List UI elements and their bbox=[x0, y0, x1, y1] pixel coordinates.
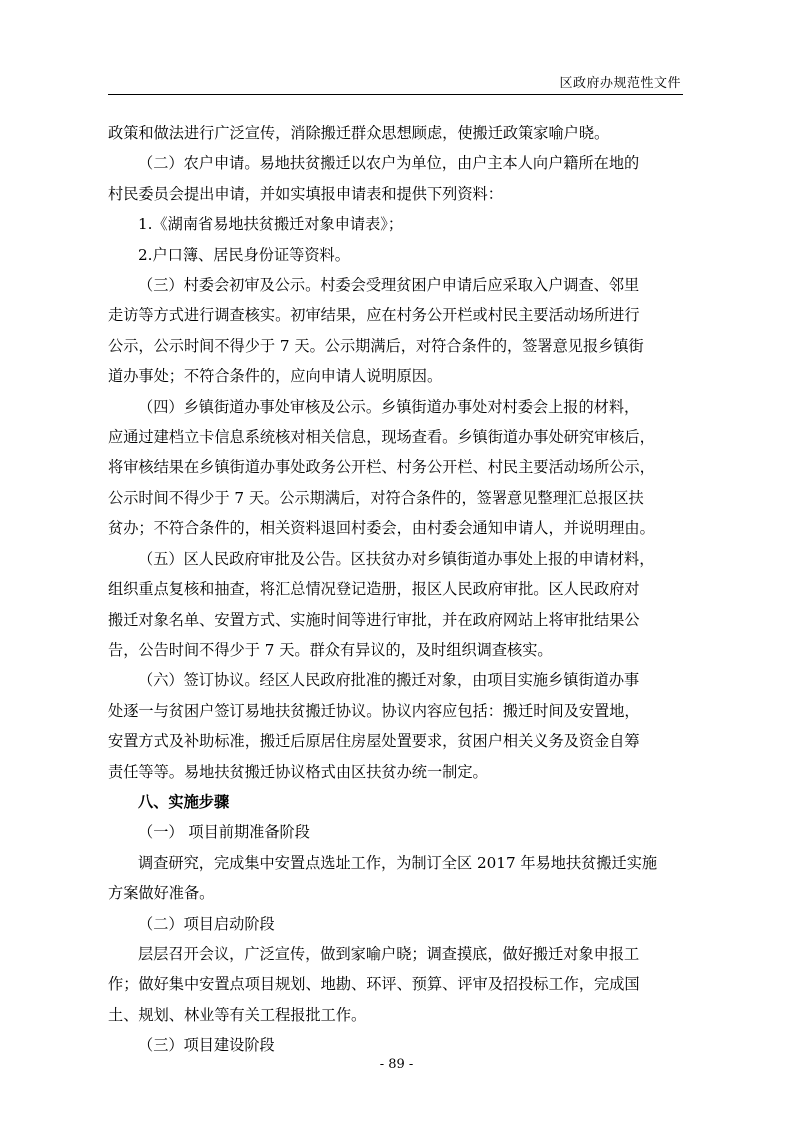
paragraph-line: 告，公告时间不得少于 7 天。群众有异议的，及时组织调查核实。 bbox=[108, 640, 553, 659]
list-item: 1.《湖南省易地扶贫搬迁对象申请表》； bbox=[138, 215, 404, 234]
paragraph-line: （二）农户申请。易地扶贫搬迁以农户为单位，由户主本人向户籍所在地的 bbox=[138, 154, 640, 173]
subsection-heading: （一） 项目前期准备阶段 bbox=[138, 823, 310, 842]
subsection-heading: （二）项目启动阶段 bbox=[138, 914, 275, 933]
paragraph-line: 将审核结果在乡镇街道办事处政务公开栏、村务公开栏、村民主要活动场所公示， bbox=[108, 458, 655, 477]
paragraph-line: 搬迁对象名单、安置方式、实施时间等进行审批，并在政府网站上将审批结果公 bbox=[108, 610, 640, 629]
paragraph-line: 道办事处；不符合条件的，应向申请人说明原因。 bbox=[108, 367, 443, 386]
paragraph-line: 贫办；不符合条件的，相关资料退回村委会，由村委会通知申请人，并说明理由。 bbox=[108, 519, 655, 538]
paragraph-line: 处逐一与贫困户签订易地扶贫搬迁协议。协议内容应包括：搬迁时间及安置地， bbox=[108, 701, 640, 720]
paragraph-line: 安置方式及补助标准，搬迁后原居住房屋处置要求，贫困户相关义务及资金自筹 bbox=[108, 732, 640, 751]
paragraph-line: 政策和做法进行广泛宣传，消除搬迁群众思想顾虑，使搬迁政策家喻户晓。 bbox=[108, 124, 610, 142]
paragraph-line: 调查研究，完成集中安置点选址工作，为制订全区 2017 年易地扶贫搬迁实施 bbox=[138, 853, 658, 872]
paragraph-line: 土、规划、林业等有关工程报批工作。 bbox=[108, 1005, 367, 1024]
document-body bbox=[108, 118, 683, 1061]
paragraph-line: （五）区人民政府审批及公告。区扶贫办对乡镇街道办事处上报的申请材料， bbox=[138, 549, 655, 568]
paragraph-line: 走访等方式进行调查核实。初审结果，应在村务公开栏或村民主要活动场所进行 bbox=[108, 306, 640, 325]
page-number: - 89 - bbox=[379, 1057, 414, 1072]
paragraph-line: 责任等等。易地扶贫搬迁协议格式由区扶贫办统一制定。 bbox=[108, 762, 488, 781]
paragraph-line: 作；做好集中安置点项目规划、地勘、环评、预算、评审及招投标工作，完成国 bbox=[108, 975, 640, 994]
paragraph-line: 组织重点复核和抽查，将汇总情况登记造册，报区人民政府审批。区人民政府对 bbox=[108, 580, 640, 599]
paragraph-line: （三）村委会初审及公示。村委会受理贫困户申请后应采取入户调查、邻里 bbox=[138, 276, 640, 295]
paragraph-line: 层层召开会议，广泛宣传，做到家喻户晓；调查摸底，做好搬迁对象申报工 bbox=[138, 944, 640, 963]
paragraph-line: 公示，公示时间不得少于 7 天。公示期满后，对符合条件的，签署意见报乡镇街 bbox=[108, 336, 644, 355]
paragraph-line: （六）签订协议。经区人民政府批准的搬迁对象，由项目实施乡镇街道办事 bbox=[138, 671, 640, 690]
paragraph-line: 村民委员会提出申请，并如实填报申请表和提供下列资料： bbox=[108, 184, 503, 203]
paragraph-line: 公示时间不得少于 7 天。公示期满后，对符合条件的，签署意见整理汇总报区扶 bbox=[108, 488, 644, 507]
page-header bbox=[108, 72, 683, 95]
paragraph-line: 应通过建档立卡信息系统核对相关信息，现场查看。乡镇街道办事处研究审核后， bbox=[108, 428, 655, 447]
list-item: 2.户口簿、居民身份证等资料。 bbox=[138, 245, 350, 264]
header-title: 区政府办规范性文件 bbox=[559, 76, 681, 91]
paragraph-line: 方案做好准备。 bbox=[108, 884, 215, 903]
paragraph-line: （四）乡镇街道办事处审核及公示。乡镇街道办事处对村委会上报的材料， bbox=[138, 397, 640, 416]
section-heading: 八、实施步骤 bbox=[138, 792, 230, 811]
subsection-heading: （三）项目建设阶段 bbox=[138, 1036, 275, 1055]
